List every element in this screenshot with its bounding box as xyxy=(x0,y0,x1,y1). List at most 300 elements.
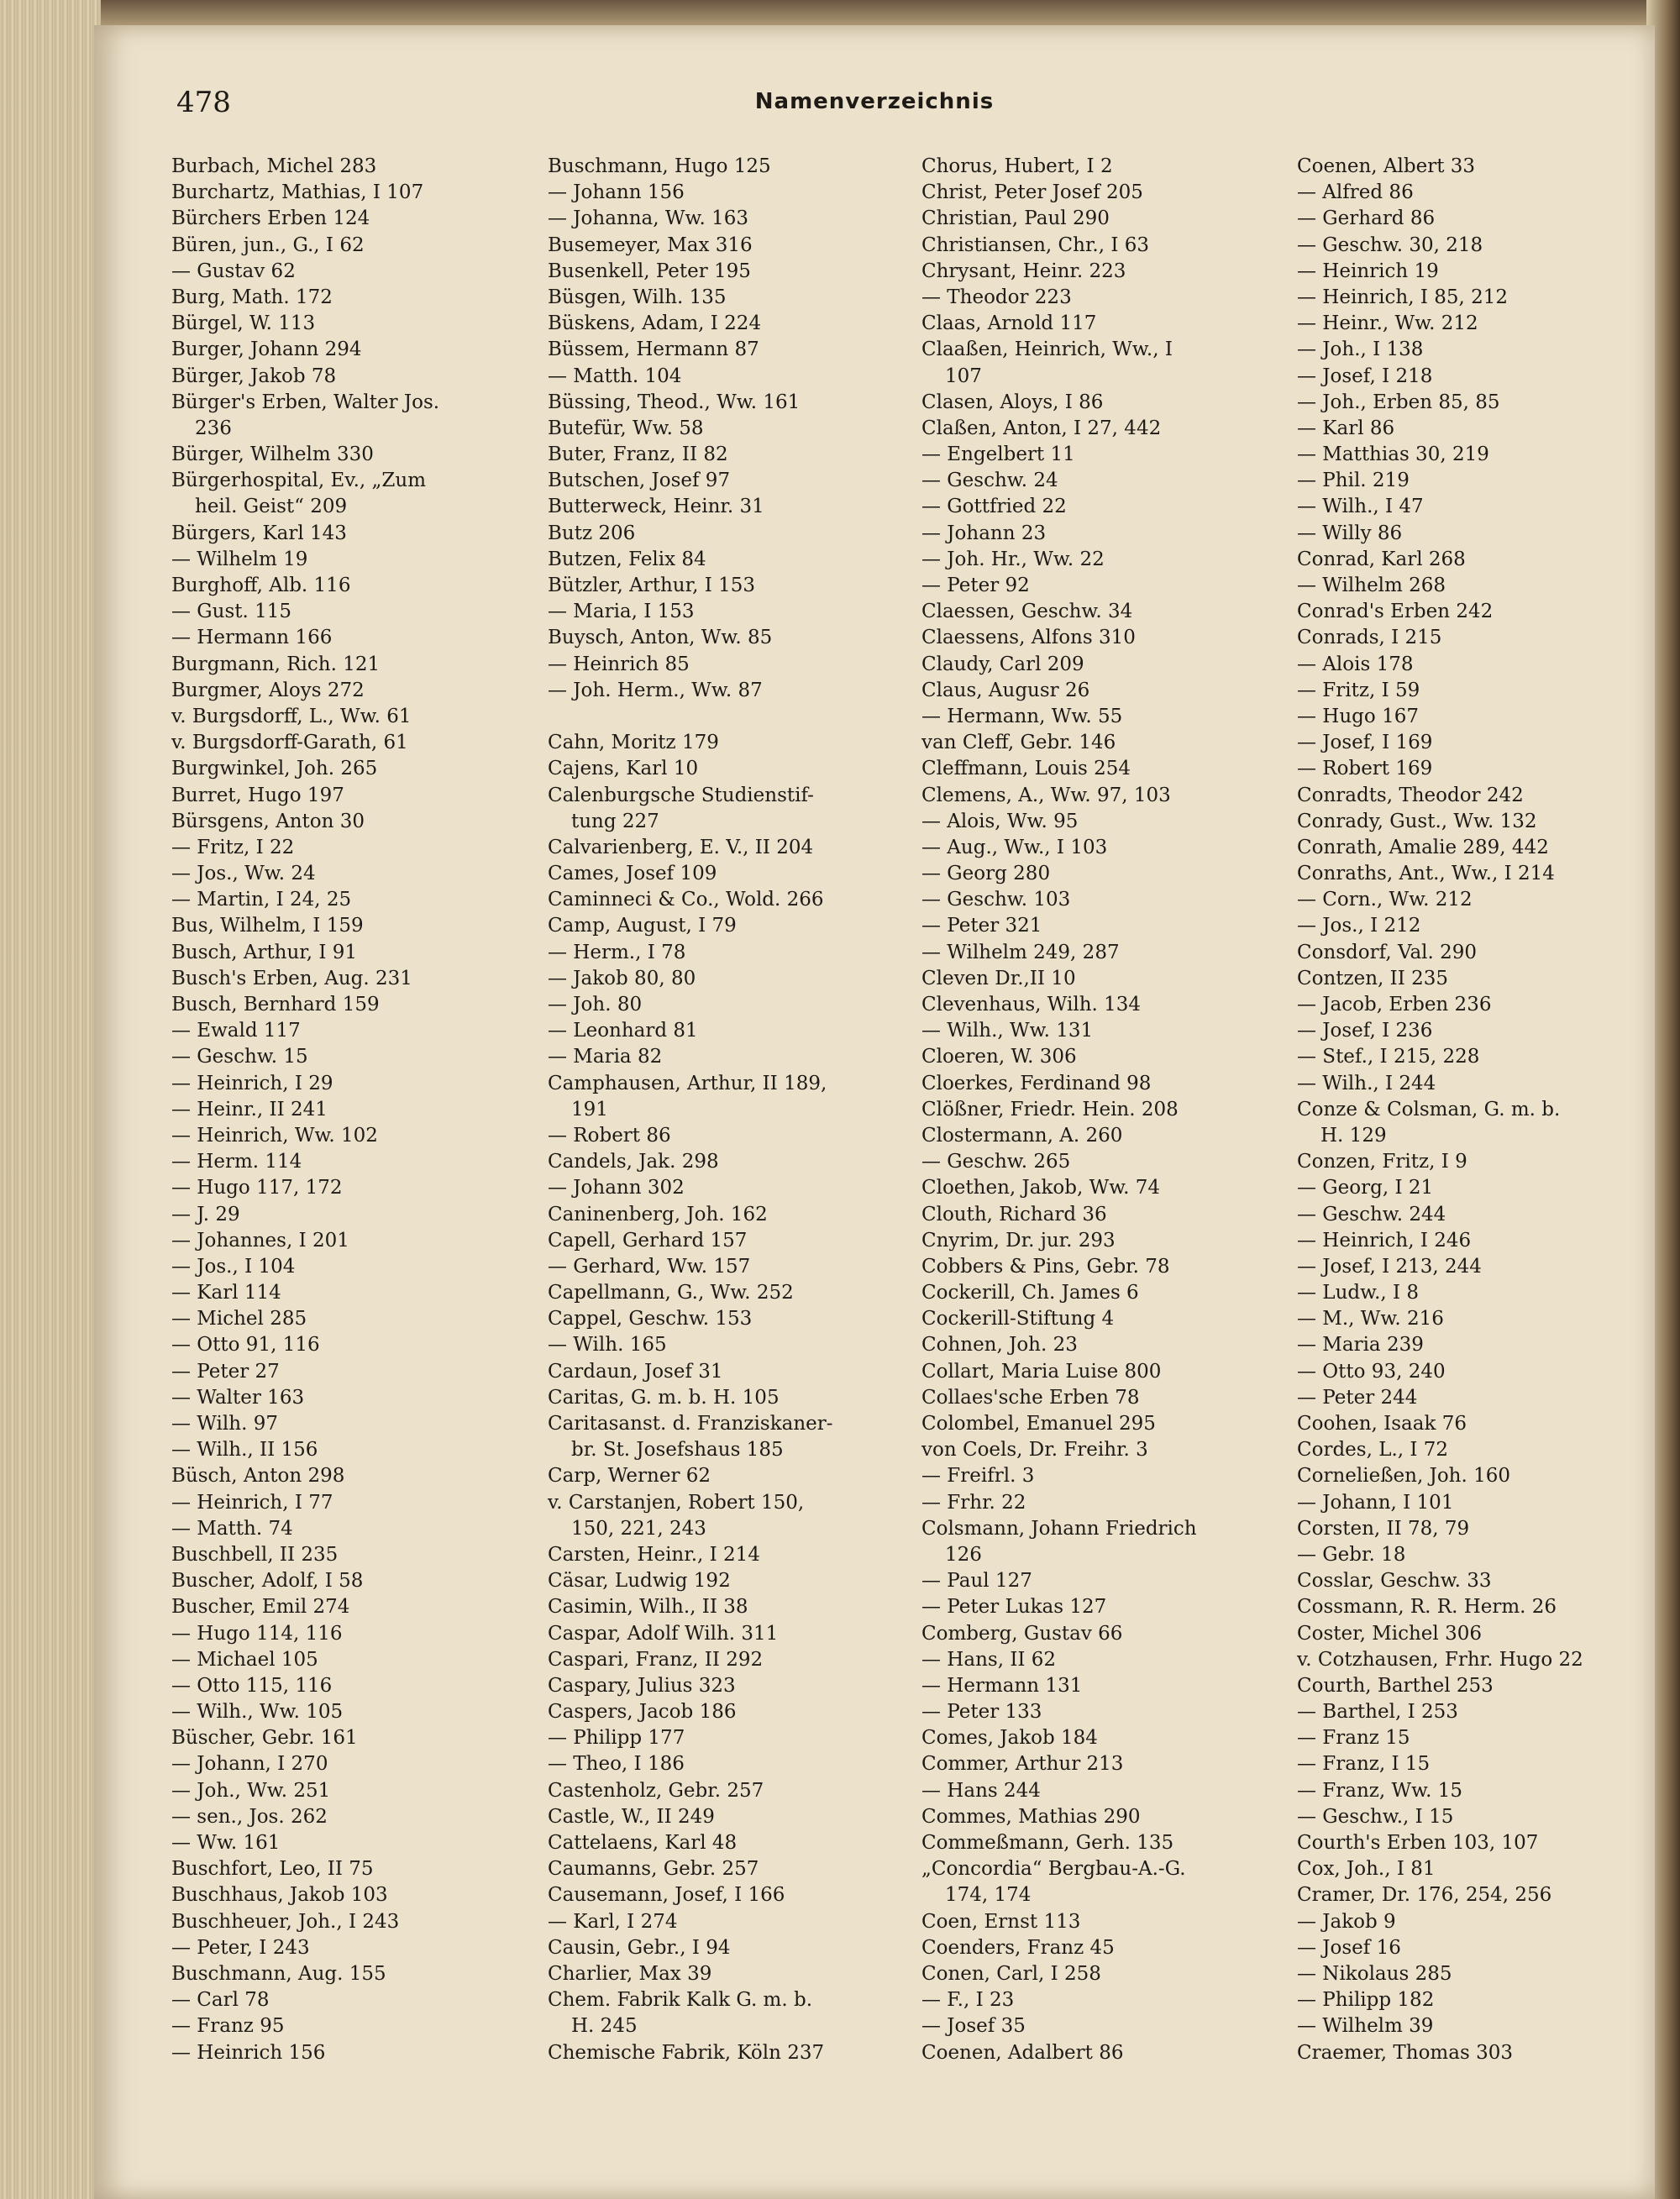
index-entry: Bürgers, Karl 143 xyxy=(171,522,347,544)
index-entry: — Josef, I 169 xyxy=(1297,732,1433,754)
index-entry: — Jos., I 104 xyxy=(171,1255,296,1278)
index-entry: Cajens, Karl 10 xyxy=(548,758,699,780)
index-entry: Conrath, Amalie 289, 442 xyxy=(1297,836,1549,858)
index-entry: Christ, Peter Josef 205 xyxy=(921,181,1143,204)
index-entry: — Theodor 223 xyxy=(921,286,1072,308)
index-entry: Büssem, Hermann 87 xyxy=(548,339,759,361)
index-entry: Büssing, Theod., Ww. 161 xyxy=(548,391,801,413)
page-number: 478 xyxy=(176,86,231,119)
index-entry: Buter, Franz, II 82 xyxy=(548,443,728,466)
index-entry: — Gottfried 22 xyxy=(921,496,1067,518)
index-entry: Clemens, A., Ww. 97, 103 xyxy=(921,784,1171,806)
index-entry: van Cleff, Gebr. 146 xyxy=(921,732,1116,754)
index-entry: — Wilh., II 156 xyxy=(171,1439,318,1462)
index-entry: — Gerhard, Ww. 157 xyxy=(548,1255,751,1278)
index-entry: — Gerhard 86 xyxy=(1297,207,1436,230)
index-entry: — Franz 15 xyxy=(1297,1727,1410,1750)
index-entry: Corsten, II 78, 79 xyxy=(1297,1517,1470,1540)
index-entry: — Robert 169 xyxy=(1297,758,1433,780)
index-entry: Büsgen, Wilh. 135 xyxy=(548,286,727,308)
index-entry: Corneließen, Joh. 160 xyxy=(1297,1465,1510,1488)
index-entry: v. Carstanjen, Robert 150, xyxy=(548,1491,805,1514)
index-entry: Cockerill, Ch. James 6 xyxy=(921,1282,1139,1304)
index-entry: — Joh. 80 xyxy=(548,994,643,1016)
index-entry: Contzen, II 235 xyxy=(1297,967,1449,989)
index-entry: Cleven Dr.,II 10 xyxy=(921,967,1076,989)
index-entry: — Johann, I 270 xyxy=(171,1753,328,1776)
index-entry: — Stef., I 215, 228 xyxy=(1297,1046,1480,1068)
index-entry: Claas, Arnold 117 xyxy=(921,312,1097,335)
index-entry: — Johann, I 101 xyxy=(1297,1491,1454,1514)
index-entry: — Nikolaus 285 xyxy=(1297,1962,1452,1985)
index-entry: — Ewald 117 xyxy=(171,1020,301,1042)
index-entry: — Karl 114 xyxy=(171,1282,281,1304)
index-entry: Büren, jun., G., I 62 xyxy=(171,234,365,256)
index-entry: Cohnen, Joh. 23 xyxy=(921,1334,1078,1357)
index-entry: Caspers, Jacob 186 xyxy=(548,1701,737,1724)
index-entry: Burgwinkel, Joh. 265 xyxy=(171,758,378,780)
index-entry: — J. 29 xyxy=(171,1203,240,1225)
index-entry: — Georg, I 21 xyxy=(1297,1177,1434,1199)
index-entry: — Geschw. 15 xyxy=(171,1046,308,1068)
index-entry: — sen., Jos. 262 xyxy=(171,1805,328,1828)
index-entry: Comes, Jakob 184 xyxy=(921,1727,1098,1750)
index-entry: Caminneci & Co., Wold. 266 xyxy=(548,889,824,911)
index-entry: — F., I 23 xyxy=(921,1989,1015,2012)
index-entry: Chrysant, Heinr. 223 xyxy=(921,260,1126,282)
index-entry: Carsten, Heinr., I 214 xyxy=(548,1543,760,1566)
index-entry: Christian, Paul 290 xyxy=(921,207,1110,230)
index-entry: — Fritz, I 59 xyxy=(1297,679,1420,701)
index-entry: — Jakob 80, 80 xyxy=(548,967,696,989)
index-entry: Bürger, Wilhelm 330 xyxy=(171,443,374,466)
index-entry: — Heinrich, I 85, 212 xyxy=(1297,286,1509,308)
index-entry: Buschfort, Leo, II 75 xyxy=(171,1858,374,1881)
index-entry: — Gebr. 18 xyxy=(1297,1543,1406,1566)
index-entry: Calvarienberg, E. V., II 204 xyxy=(548,836,814,858)
index-entry: v. Burgsdorff, L., Ww. 61 xyxy=(171,705,412,727)
index-entry: — Matthias 30, 219 xyxy=(1297,443,1489,466)
index-entry: — Michael 105 xyxy=(171,1648,318,1671)
index-entry: — Heinrich 85 xyxy=(548,653,690,675)
index-entry: — Johann 302 xyxy=(548,1177,685,1199)
index-entry: — Heinr., II 241 xyxy=(171,1098,328,1120)
index-entry: Caspary, Julius 323 xyxy=(548,1674,736,1697)
index-entry: „Concordia“ Bergbau-A.-G. xyxy=(921,1858,1186,1881)
index-entry: Camphausen, Arthur, II 189, xyxy=(548,1072,827,1094)
index-entry: Conrads, I 215 xyxy=(1297,627,1442,649)
index-entry: Cloeren, W. 306 xyxy=(921,1046,1077,1068)
index-entry: Courth's Erben 103, 107 xyxy=(1297,1832,1539,1854)
index-entry: Caninenberg, Joh. 162 xyxy=(548,1203,768,1225)
index-entry: Conrad's Erben 242 xyxy=(1297,601,1494,623)
index-entry: Castle, W., II 249 xyxy=(548,1805,715,1828)
index-entry: — Otto 115, 116 xyxy=(171,1674,333,1697)
index-entry: — Wilh., Ww. 131 xyxy=(921,1020,1094,1042)
index-entry: — M., Ww. 216 xyxy=(1297,1308,1444,1330)
index-entry: — Wilh., I 47 xyxy=(1297,496,1424,518)
index-entry: Cardaun, Josef 31 xyxy=(548,1360,723,1383)
index-entry: Burret, Hugo 197 xyxy=(171,784,344,806)
index-entry: Claessens, Alfons 310 xyxy=(921,627,1136,649)
index-entry: Candels, Jak. 298 xyxy=(548,1151,719,1173)
index-entry: Capell, Gerhard 157 xyxy=(548,1229,748,1252)
index-entry: Bürsgens, Anton 30 xyxy=(171,810,365,832)
index-entry: Buschmann, Hugo 125 xyxy=(548,155,771,177)
index-entry: Cramer, Dr. 176, 254, 256 xyxy=(1297,1884,1552,1907)
index-entry: Comberg, Gustav 66 xyxy=(921,1622,1123,1645)
index-entry: 191 xyxy=(571,1098,608,1120)
index-entry: — Alfred 86 xyxy=(1297,181,1414,204)
index-entry: Cäsar, Ludwig 192 xyxy=(548,1570,731,1593)
index-entry: Camp, August, I 79 xyxy=(548,915,737,937)
index-entry: Christiansen, Chr., I 63 xyxy=(921,234,1150,256)
index-entry: — Freifrl. 3 xyxy=(921,1465,1035,1488)
index-entry: Cloerkes, Ferdinand 98 xyxy=(921,1072,1152,1094)
index-entry: Cahn, Moritz 179 xyxy=(548,732,719,754)
index-entry: — Peter 321 xyxy=(921,915,1042,937)
index-column-3 xyxy=(921,154,1283,2066)
index-entry: — Hans 244 xyxy=(921,1779,1041,1802)
index-entry: Butzen, Felix 84 xyxy=(548,548,706,570)
index-entry: Conraths, Ant., Ww., I 214 xyxy=(1297,863,1555,885)
index-entry: — Frhr. 22 xyxy=(921,1491,1026,1514)
index-column-2 xyxy=(548,154,909,2066)
index-entry: — Leonhard 81 xyxy=(548,1020,698,1042)
index-entry: — Johann 156 xyxy=(548,181,685,204)
index-entry: Buysch, Anton, Ww. 85 xyxy=(548,627,773,649)
index-entry: Bürgel, W. 113 xyxy=(171,312,316,335)
index-entry: — Wilh., I 244 xyxy=(1297,1072,1436,1094)
index-entry: — Franz, I 15 xyxy=(1297,1753,1431,1776)
index-entry: — Theo, I 186 xyxy=(548,1753,685,1776)
index-entry: — Paul 127 xyxy=(921,1570,1032,1593)
index-entry: — Heinrich, I 77 xyxy=(171,1491,333,1514)
index-entry: — Michel 285 xyxy=(171,1308,307,1330)
index-entry: Büscher, Gebr. 161 xyxy=(171,1727,358,1750)
index-entry: Bürgerhospital, Ev., „Zum xyxy=(171,470,427,492)
index-entry: Caspar, Adolf Wilh. 311 xyxy=(548,1622,779,1645)
index-entry: — Fritz, I 22 xyxy=(171,836,295,858)
index-entry: — Franz, Ww. 15 xyxy=(1297,1779,1463,1802)
index-entry: Cockerill-Stiftung 4 xyxy=(921,1308,1115,1330)
index-entry: — Wilh. 97 xyxy=(171,1413,278,1435)
index-entry: Chorus, Hubert, I 2 xyxy=(921,155,1113,177)
index-entry: Cosslar, Geschw. 33 xyxy=(1297,1570,1492,1593)
index-entry: — Joh. Hr., Ww. 22 xyxy=(921,548,1105,570)
index-entry: Burgmer, Aloys 272 xyxy=(171,679,365,701)
index-entry: Büsch, Anton 298 xyxy=(171,1465,345,1488)
index-entry: Buschheuer, Joh., I 243 xyxy=(171,1910,400,1933)
index-entry: — Walter 163 xyxy=(171,1386,305,1409)
index-entry: — Willy 86 xyxy=(1297,522,1403,544)
index-entry: — Franz 95 xyxy=(171,2015,285,2038)
index-entry: — Heinrich, Ww. 102 xyxy=(171,1124,378,1147)
index-entry: Bürchers Erben 124 xyxy=(171,207,370,230)
index-entry: Buscher, Adolf, I 58 xyxy=(171,1570,364,1593)
index-entry: Conrady, Gust., Ww. 132 xyxy=(1297,810,1537,832)
index-entry: Cordes, L., I 72 xyxy=(1297,1439,1449,1462)
index-entry: Conrad, Karl 268 xyxy=(1297,548,1466,570)
index-entry: Cloethen, Jakob, Ww. 74 xyxy=(921,1177,1161,1199)
index-entry: — Hugo 117, 172 xyxy=(171,1177,343,1199)
index-entry: Calenburgsche Studienstif- xyxy=(548,784,814,806)
index-entry: Cappel, Geschw. 153 xyxy=(548,1308,753,1330)
index-entry: Büskens, Adam, I 224 xyxy=(548,312,762,335)
index-entry: Caritasanst. d. Franziskaner- xyxy=(548,1413,833,1435)
index-entry: — Wilhelm 249, 287 xyxy=(921,941,1120,963)
index-entry: Casimin, Wilh., II 38 xyxy=(548,1596,748,1619)
index-entry: Burgmann, Rich. 121 xyxy=(171,653,381,675)
index-entry: — Matth. 104 xyxy=(548,365,682,387)
index-entry: — Heinrich 156 xyxy=(171,2041,326,2064)
index-entry: Commes, Mathias 290 xyxy=(921,1805,1141,1828)
index-entry: Consdorf, Val. 290 xyxy=(1297,941,1478,963)
index-entry: Conzen, Fritz, I 9 xyxy=(1297,1151,1467,1173)
index-entry: Collart, Maria Luise 800 xyxy=(921,1360,1162,1383)
index-entry: Butz 206 xyxy=(548,522,636,544)
index-entry: — Ww. 161 xyxy=(171,1832,281,1854)
index-entry: Coohen, Isaak 76 xyxy=(1297,1413,1467,1435)
index-entry: — Ludw., I 8 xyxy=(1297,1282,1420,1304)
index-entry: Capellmann, G., Ww. 252 xyxy=(548,1282,794,1304)
index-entry: — Heinrich, I 246 xyxy=(1297,1229,1472,1252)
index-entry: Conen, Carl, I 258 xyxy=(921,1962,1101,1985)
index-entry: Charlier, Max 39 xyxy=(548,1962,712,1985)
index-entry: Colsmann, Johann Friedrich xyxy=(921,1517,1197,1540)
index-entry: — Josef 35 xyxy=(921,2015,1026,2038)
index-entry: — Joh., Erben 85, 85 xyxy=(1297,391,1500,413)
index-entry: Busenkell, Peter 195 xyxy=(548,260,751,282)
index-entry: — Hermann 131 xyxy=(921,1674,1083,1697)
index-entry: Craemer, Thomas 303 xyxy=(1297,2041,1513,2064)
index-entry: — Hermann 166 xyxy=(171,627,333,649)
index-entry: — Joh., Ww. 251 xyxy=(171,1779,331,1802)
index-entry: Coen, Ernst 113 xyxy=(921,1910,1081,1933)
index-entry: Clasen, Aloys, I 86 xyxy=(921,391,1104,413)
index-entry: Coenen, Albert 33 xyxy=(1297,155,1476,177)
index-entry: Cattelaens, Karl 48 xyxy=(548,1832,738,1854)
index-entry: — Hans, II 62 xyxy=(921,1648,1057,1671)
index-entry: — Hugo 114, 116 xyxy=(171,1622,343,1645)
index-entry: Busch's Erben, Aug. 231 xyxy=(171,967,412,989)
index-entry: — Corn., Ww. 212 xyxy=(1297,889,1473,911)
index-entry: Cossmann, R. R. Herm. 26 xyxy=(1297,1596,1557,1619)
index-entry: Claus, Augusr 26 xyxy=(921,679,1090,701)
index-entry: — Maria 82 xyxy=(548,1046,663,1068)
index-entry: Coenen, Adalbert 86 xyxy=(921,2041,1124,2064)
index-entry: Bus, Wilhelm, I 159 xyxy=(171,915,364,937)
index-entry: Causemann, Josef, I 166 xyxy=(548,1884,785,1907)
index-entry: — Robert 86 xyxy=(548,1124,671,1147)
index-entry: — Wilhelm 39 xyxy=(1297,2015,1434,2038)
index-entry: Busemeyer, Max 316 xyxy=(548,234,753,256)
index-entry: — Herm., I 78 xyxy=(548,941,686,963)
index-entry: — Alois, Ww. 95 xyxy=(921,810,1079,832)
index-entry: — Geschw. 30, 218 xyxy=(1297,234,1483,256)
index-entry: — Joh. Herm., Ww. 87 xyxy=(548,679,763,701)
index-entry: 174, 174 xyxy=(945,1884,1032,1907)
index-entry: tung 227 xyxy=(571,810,659,832)
index-entry: Cames, Josef 109 xyxy=(548,863,717,885)
index-entry: Cox, Joh., I 81 xyxy=(1297,1858,1436,1881)
index-entry: — Herm. 114 xyxy=(171,1151,302,1173)
index-entry: Bürger, Jakob 78 xyxy=(171,365,337,387)
index-entry: — Alois 178 xyxy=(1297,653,1414,675)
page-header: Namenverzeichnis xyxy=(754,89,995,114)
index-entry: Clevenhaus, Wilh. 134 xyxy=(921,994,1142,1016)
index-entry: Claßen, Anton, I 27, 442 xyxy=(921,417,1162,439)
book-page xyxy=(94,25,1655,2199)
index-entry: Conradts, Theodor 242 xyxy=(1297,784,1524,806)
index-entry: Cnyrim, Dr. jur. 293 xyxy=(921,1229,1116,1252)
index-entry: — Matth. 74 xyxy=(171,1517,293,1540)
index-entry: Butschen, Josef 97 xyxy=(548,470,731,492)
index-entry: — Martin, I 24, 25 xyxy=(171,889,352,911)
index-entry: — Wilh. 165 xyxy=(548,1334,667,1357)
index-entry: — Jacob, Erben 236 xyxy=(1297,994,1492,1016)
index-column-4 xyxy=(1297,154,1658,2066)
index-entry: v. Cotzhausen, Frhr. Hugo 22 xyxy=(1297,1648,1583,1671)
index-entry: — Maria, I 153 xyxy=(548,601,695,623)
index-entry: Clostermann, A. 260 xyxy=(921,1124,1123,1147)
index-entry: — Josef, I 213, 244 xyxy=(1297,1255,1482,1278)
index-entry: Burchartz, Mathias, I 107 xyxy=(171,181,424,204)
index-entry: Buschhaus, Jakob 103 xyxy=(171,1884,388,1907)
index-entry: — Peter 133 xyxy=(921,1701,1042,1724)
index-entry: Butefür, Ww. 58 xyxy=(548,417,704,439)
index-entry: v. Burgsdorff-Garath, 61 xyxy=(171,732,408,754)
index-entry: Buschbell, II 235 xyxy=(171,1543,339,1566)
index-entry: Carp, Werner 62 xyxy=(548,1465,711,1488)
index-entry: Caritas, G. m. b. H. 105 xyxy=(548,1386,780,1409)
index-entry: Castenholz, Gebr. 257 xyxy=(548,1779,764,1802)
index-entry: — Aug., Ww., I 103 xyxy=(921,836,1108,858)
index-entry: Busch, Arthur, I 91 xyxy=(171,941,358,963)
index-entry: — Wilh., Ww. 105 xyxy=(171,1701,344,1724)
index-entry: Butterweck, Heinr. 31 xyxy=(548,496,764,518)
index-entry: — Peter 27 xyxy=(171,1360,280,1383)
index-entry: — Otto 91, 116 xyxy=(171,1334,320,1357)
index-entry: — Peter 244 xyxy=(1297,1386,1418,1409)
index-entry: Burg, Math. 172 xyxy=(171,286,333,308)
index-entry: — Jakob 9 xyxy=(1297,1910,1396,1933)
index-entry: Burger, Johann 294 xyxy=(171,339,362,361)
index-entry: Bürger's Erben, Walter Jos. xyxy=(171,391,440,413)
index-entry: — Phil. 219 xyxy=(1297,470,1410,492)
index-entry: — Geschw., I 15 xyxy=(1297,1805,1454,1828)
index-entry: — Carl 78 xyxy=(171,1989,270,2012)
index-entry: Buscher, Emil 274 xyxy=(171,1596,350,1619)
index-entry: — Joh., I 138 xyxy=(1297,339,1424,361)
index-entry: 150, 221, 243 xyxy=(571,1517,706,1540)
book-page-edges xyxy=(0,0,101,2199)
index-entry: Clouth, Richard 36 xyxy=(921,1203,1107,1225)
index-entry: — Geschw. 103 xyxy=(921,889,1071,911)
index-entry: Conze & Colsman, G. m. b. xyxy=(1297,1098,1561,1120)
index-entry: — Heinrich 19 xyxy=(1297,260,1439,282)
index-entry: br. St. Josefshaus 185 xyxy=(571,1439,784,1462)
index-entry: — Otto 93, 240 xyxy=(1297,1360,1446,1383)
index-entry: — Maria 239 xyxy=(1297,1334,1424,1357)
index-entry: — Heinr., Ww. 212 xyxy=(1297,312,1478,335)
index-entry: Claudy, Carl 209 xyxy=(921,653,1084,675)
index-entry: — Engelbert 11 xyxy=(921,443,1075,466)
index-entry: — Gustav 62 xyxy=(171,260,296,282)
index-entry: — Philipp 182 xyxy=(1297,1989,1435,2012)
index-entry: Buschmann, Aug. 155 xyxy=(171,1962,386,1985)
index-entry: — Geschw. 24 xyxy=(921,470,1058,492)
index-entry: Causin, Gebr., I 94 xyxy=(548,1936,731,1959)
index-entry: Clößner, Friedr. Hein. 208 xyxy=(921,1098,1179,1120)
index-entry: — Josef 16 xyxy=(1297,1936,1401,1959)
index-entry: H. 245 xyxy=(571,2015,638,2038)
index-entry: — Karl, I 274 xyxy=(548,1910,678,1933)
index-entry: — Josef, I 236 xyxy=(1297,1020,1433,1042)
index-entry: — Hugo 167 xyxy=(1297,705,1419,727)
index-entry: — Wilhelm 19 xyxy=(171,548,308,570)
index-entry: 236 xyxy=(195,417,232,439)
index-entry: Cleffmann, Louis 254 xyxy=(921,758,1131,780)
index-entry: heil. Geist“ 209 xyxy=(195,496,348,518)
index-entry: Burghoff, Alb. 116 xyxy=(171,575,351,596)
index-entry: Chemische Fabrik, Köln 237 xyxy=(548,2041,825,2064)
index-entry: Colombel, Emanuel 295 xyxy=(921,1413,1156,1435)
index-entry: — Wilhelm 268 xyxy=(1297,575,1446,596)
index-entry: — Hermann, Ww. 55 xyxy=(921,705,1123,727)
index-entry: — Johann 23 xyxy=(921,522,1047,544)
index-entry: Coster, Michel 306 xyxy=(1297,1622,1482,1645)
index-entry: Claaßen, Heinrich, Ww., I xyxy=(921,339,1173,361)
index-entry: Commer, Arthur 213 xyxy=(921,1753,1124,1776)
index-entry: — Geschw. 244 xyxy=(1297,1203,1446,1225)
index-entry: Claessen, Geschw. 34 xyxy=(921,601,1133,623)
index-entry: — Johannes, I 201 xyxy=(171,1229,349,1252)
index-entry: — Josef, I 218 xyxy=(1297,365,1433,387)
index-entry: — Jos., I 212 xyxy=(1297,915,1421,937)
index-entry: Coenders, Franz 45 xyxy=(921,1936,1115,1959)
index-entry: Cobbers & Pins, Gebr. 78 xyxy=(921,1255,1170,1278)
index-entry: — Gust. 115 xyxy=(171,601,292,623)
index-entry xyxy=(548,704,909,730)
index-entry: — Jos., Ww. 24 xyxy=(171,863,316,885)
index-column-1 xyxy=(171,154,533,2066)
index-entry: Commeßmann, Gerh. 135 xyxy=(921,1832,1174,1854)
index-entry: Busch, Bernhard 159 xyxy=(171,994,380,1016)
index-entry: Chem. Fabrik Kalk G. m. b. xyxy=(548,1989,813,2012)
index-entry: Burbach, Michel 283 xyxy=(171,155,377,177)
index-entry: — Geschw. 265 xyxy=(921,1151,1071,1173)
index-entry: H. 129 xyxy=(1320,1124,1387,1147)
index-entry: — Philipp 177 xyxy=(548,1727,685,1750)
index-entry: 126 xyxy=(945,1543,982,1566)
index-entry: — Peter 92 xyxy=(921,575,1030,596)
index-entry: — Heinrich, I 29 xyxy=(171,1072,333,1094)
index-entry: Collaes'sche Erben 78 xyxy=(921,1386,1140,1409)
index-entry: — Johanna, Ww. 163 xyxy=(548,207,748,230)
index-entry: — Georg 280 xyxy=(921,863,1051,885)
index-entry: Caumanns, Gebr. 257 xyxy=(548,1858,759,1881)
index-entry: 107 xyxy=(945,365,982,387)
index-entry: Caspari, Franz, II 292 xyxy=(548,1648,764,1671)
index-entry: — Peter Lukas 127 xyxy=(921,1596,1107,1619)
index-entry: Bützler, Arthur, I 153 xyxy=(548,575,755,596)
index-entry: Courth, Barthel 253 xyxy=(1297,1674,1494,1697)
index-entry: von Coels, Dr. Freihr. 3 xyxy=(921,1439,1148,1462)
index-entry: — Barthel, I 253 xyxy=(1297,1701,1458,1724)
index-entry: — Peter, I 243 xyxy=(171,1936,310,1959)
index-entry: — Karl 86 xyxy=(1297,417,1395,439)
